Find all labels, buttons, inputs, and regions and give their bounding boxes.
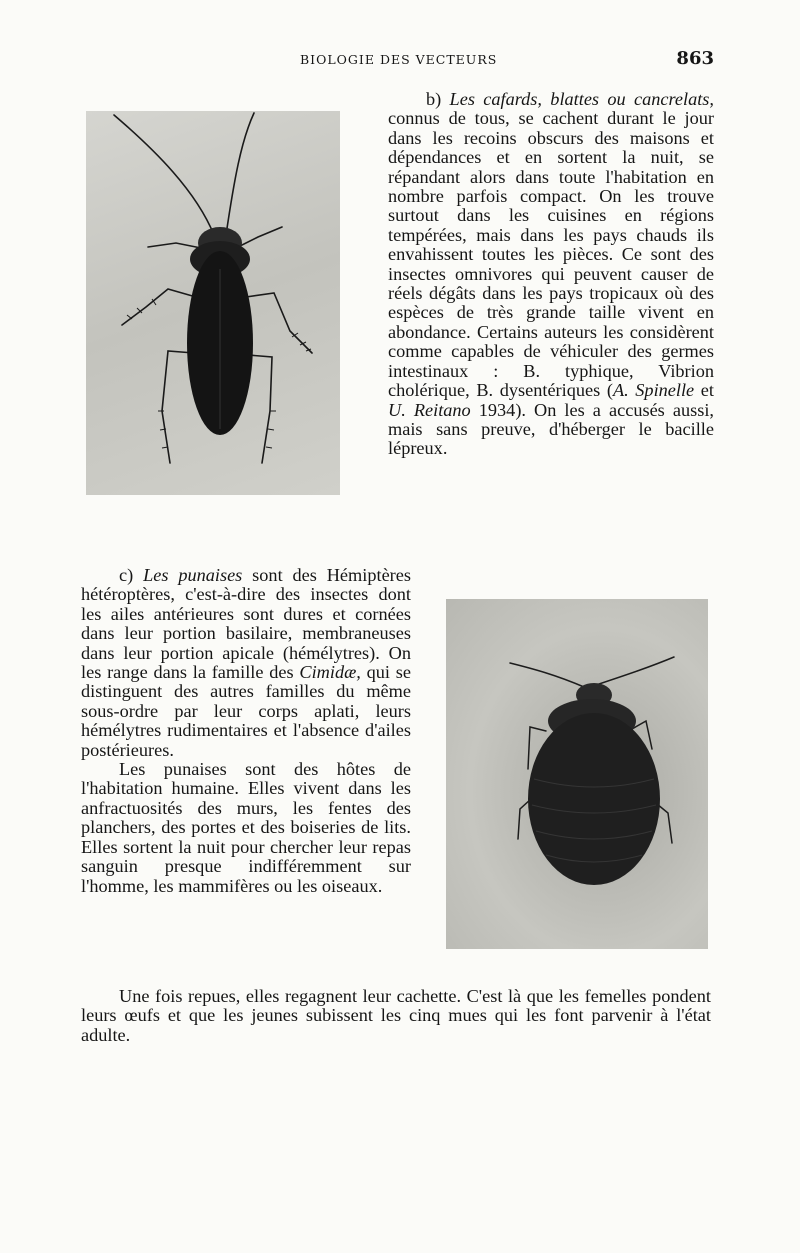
reference-author-2: U. Reitano (388, 399, 471, 420)
section-b-text-2: 1934). On les a accusés aussi, mais sans preuve, d'héberger le bacille lépreux. (388, 399, 714, 459)
section-c-title: Les punaises (143, 565, 243, 585)
section-c-paragraph-2: Les punaises sont des hôtes de l'habitation humaine. Elles vivent dans les anfractuosités des murs, les fentes des planchers, des portes et des boiseries de lits. Elles sortent la nuit pour chercher leur repas sanguin presque indifféremment sur l'homme, les mammifères ou les oiseaux. (81, 759, 411, 896)
section-c-paragraph-1 (81, 566, 411, 760)
section-c-column (81, 566, 411, 896)
family-name: Cimidæ, (299, 662, 361, 683)
closing-paragraph (81, 987, 711, 1045)
section-b-text-1: connus de tous, se cachent durant le jour dans les recoins obscurs des maisons et dépendances et en sortent la nuit, se répandant alors dans toute l'habitation en nombre parfois compact. On les trouve surtout dans les cuisines en régions tempérées, mais dans les pays chauds ils envahissent toutes les pièces. Ce sont des insectes omnivores qui peuvent causer de réels dégâts dans les pays tropicaux où des espèces de très grande taille vivent en abondance. Certains auteurs les considèrent comme capables de véhiculer des germes intestinaux : B. typhique, Vibrion cholérique, B. dysentériques ( (388, 108, 714, 401)
section-b-title: Les cafards, blattes ou cancrelats, (449, 89, 714, 109)
section-b-paragraph (388, 90, 714, 459)
cockroach-photo (86, 111, 340, 495)
section-b-label: b) (426, 89, 442, 109)
reference-author-1: A. Spinelle (612, 380, 695, 401)
closing-text: Une fois repues, elles regagnent leur cachette. C'est là que les femelles pondent leurs œufs et que les jeunes subissent les cinq mues qui les font parvenir à l'état adulte. (81, 986, 711, 1045)
page-number: 863 (676, 48, 714, 69)
cockroach-illustration (86, 111, 340, 495)
section-c-label: c) (119, 565, 134, 585)
section-c-text-2: qui se distinguent des autres familles du même sous-ordre par leur corps aplati, leurs hémélytres rudimentaires et l'absence d'ailes postérieures. (81, 662, 411, 760)
section-c-text-1: sont des Hémiptères hétéroptères, c'est-à-dire des insectes dont les ailes antérieures sont dures et cornées dans leur portion basilaire, membraneuses dans leur portion apicale (hémélytres). On les range dans la famille des (81, 565, 411, 683)
page-header (300, 50, 720, 74)
bedbug-illustration (446, 599, 708, 949)
running-title: BIOLOGIE DES VECTEURS (300, 52, 498, 67)
bedbug-photo (446, 599, 708, 949)
reference-conjunction: et (694, 380, 714, 401)
